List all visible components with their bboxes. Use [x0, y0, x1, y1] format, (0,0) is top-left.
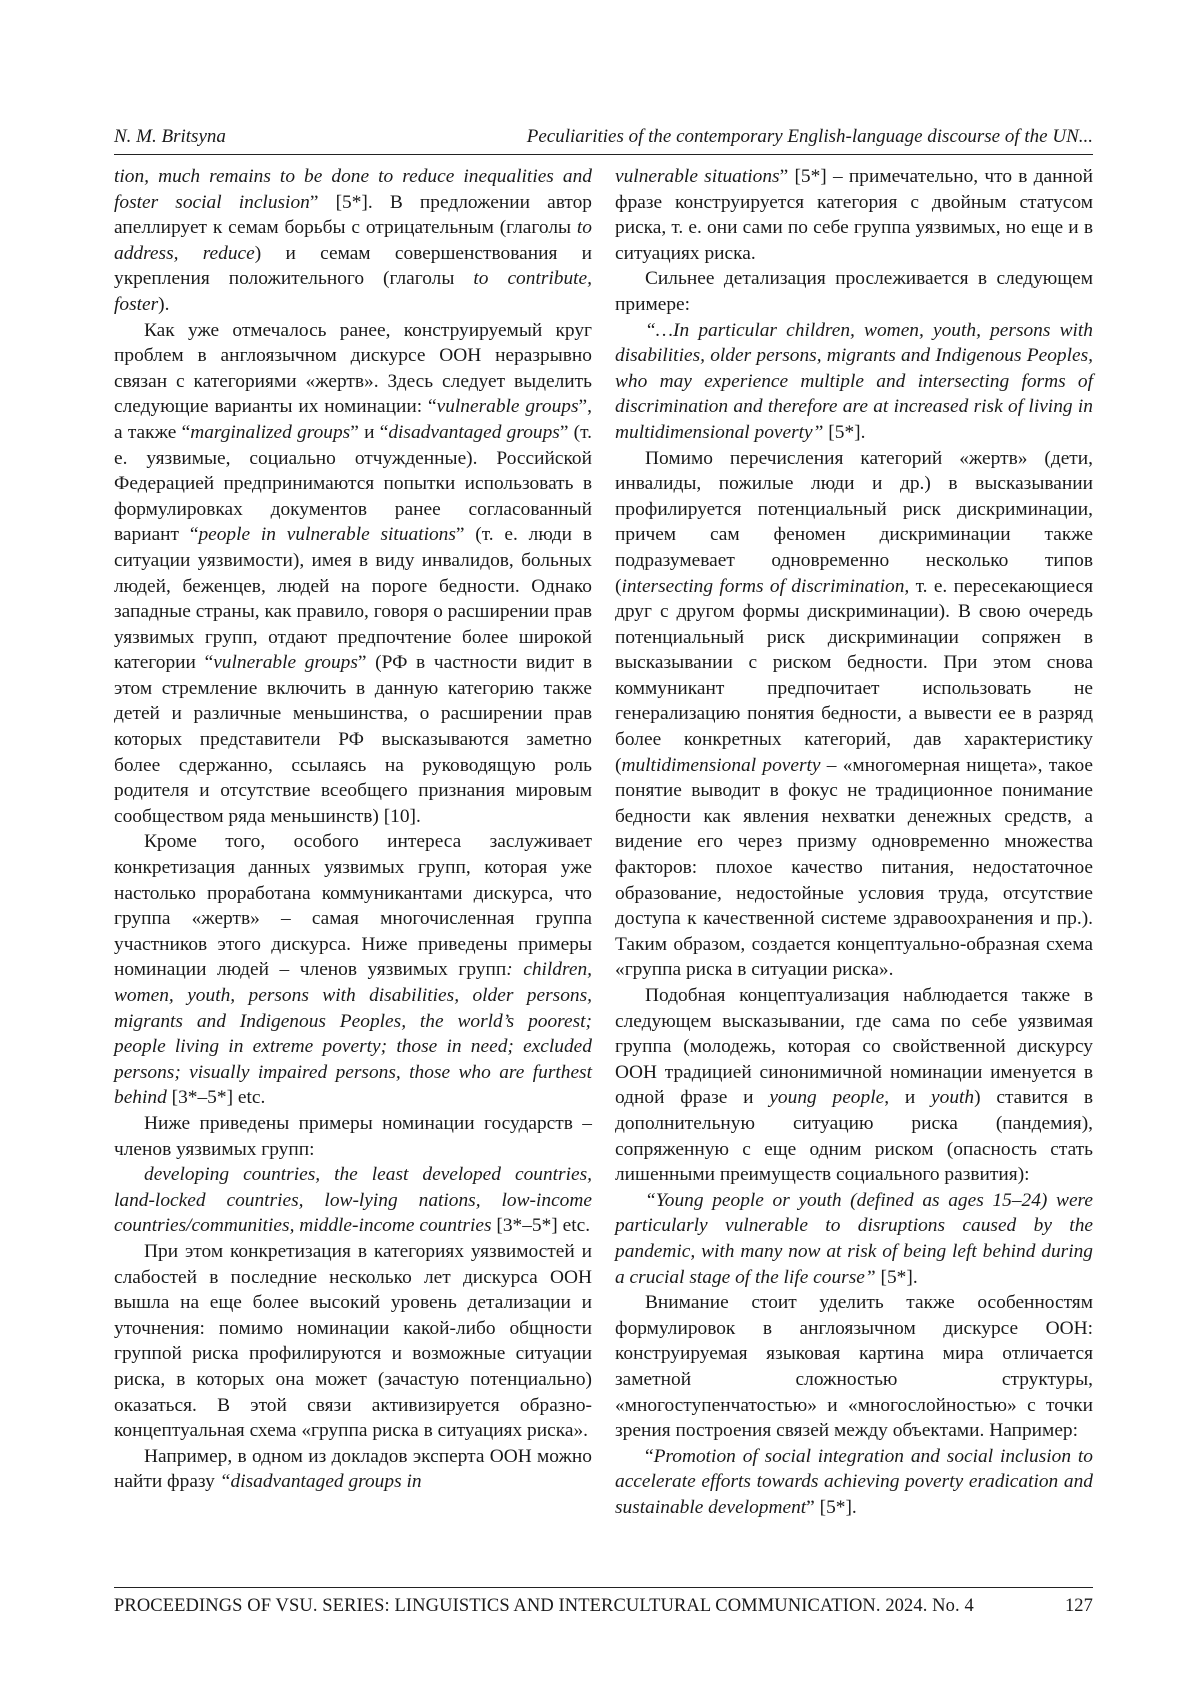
text-segment: ) ставится в дополнительную ситуацию риска (пандемия), сопряженную с еще одним риском (опасность стать лишенными преимуществ социального развития): — [615, 1087, 1093, 1186]
italic-text: disadvantaged groups — [388, 421, 560, 443]
text-segment: Сильнее детализация прослеживается в следующем примере: — [615, 268, 1093, 315]
text-segment: Ниже приведены примеры номинации государств – членов уязвимых групп: — [114, 1112, 592, 1160]
text-segment: ” [5*] – примечательно, что в данной фразе конструируется категория с двойным статусом риска, т. е. они сами по себе группа уязвимых, но еще и в ситуациях риска. — [615, 166, 1093, 264]
text-segment: ” (т. е. уязвимые, социально отчужденные). Российской Федерацией предпринимаются попытки использовать в формулировках документов ранее согласованный вариант “ — [114, 421, 592, 546]
italic-text: “disadvantaged groups in — [219, 1471, 422, 1493]
text-segment: , и — [884, 1087, 932, 1109]
paragraph — [114, 1111, 592, 1162]
paragraph — [615, 266, 1093, 317]
text-segment: Кроме того, особого интереса заслуживает конкретизация данных уязвимых групп, которая уже настолько проработана коммуникантами дискурса, что группа «жертв» – самая многочисленная группа участников этого дискурса. Ниже приведены примеры номинации людей – членов уязвимых групп — [114, 831, 592, 981]
paragraph — [615, 164, 1093, 266]
text-segment: ) и семам совершенствования и укрепления положительного (глаголы — [114, 242, 593, 290]
text-segment: [3*–5*] etc. — [491, 1215, 591, 1237]
text-segment: [5*]. — [875, 1266, 918, 1288]
italic-text: developing countries, the least developed countries, land-locked countries, low-lying nations, low-income countries/communities, middle-income countries — [114, 1164, 592, 1237]
footer-journal: PROCEEDINGS OF VSU. SERIES: LINGUISTICS AND INTERCULTURAL COMMUNICATION. 2024. No. 4 — [114, 1596, 974, 1616]
paragraph — [114, 829, 592, 1111]
italic-text: vulnerable situations — [615, 166, 780, 187]
italic-text: to address, reduce — [114, 217, 592, 264]
italic-text: Promotion of social integration and social inclusion to accelerate efforts towards achieving poverty eradication and sustainable development — [615, 1445, 1093, 1518]
text-segment: Подобная концептуализация наблюдается также в следующем высказывании, где сама по себе уязвимая группа (молодежь, которая со свойственной дискурсу ООН традицией синонимичной номинации именуется в одной фразе и — [615, 985, 1093, 1109]
paragraph — [114, 1444, 592, 1495]
italic-text: “Young people or youth (defined as ages 15–24) were particularly vulnerable to disruptions caused by the pandemic, with many now at risk of being left behind during a crucial stage of the life course” — [615, 1189, 1093, 1288]
italic-text: multidimensional poverty — [621, 754, 821, 776]
text-segment: Помимо перечисления категорий «жертв» (дети, инвалиды, пожилые люди и др.) в высказывании профилируется потенциальный риск дискриминации, причем сам феномен дискриминации также подразумевает одновременно несколько типов ( — [615, 447, 1093, 597]
quoted-example — [615, 318, 1093, 446]
text-segment: Например, в одном из докладов эксперта ООН можно найти фразу — [114, 1445, 592, 1493]
left-column — [114, 164, 592, 1495]
page-number: 127 — [1064, 1596, 1093, 1616]
text-segment: ” (т. е. люди в ситуации уязвимости), имея в виду инвалидов, больных людей, беженцев, людей на пороге бедности. Однако западные страны, как правило, говоря о расширении прав уязвимых групп, отдают предпочтение более широкой категории “ — [114, 524, 592, 674]
quoted-example — [615, 1444, 1093, 1521]
paragraph — [615, 446, 1093, 983]
text-segment: Как уже отмечалось ранее, конструируемый круг проблем в англоязычном дискурсе ООН неразрывно связан с категориями «жертв». Здесь следует выделить следующие варианты их номинации: “ — [114, 319, 592, 418]
running-footer — [114, 1587, 1093, 1616]
text-segment: [5*]. — [823, 421, 866, 443]
italic-text: vulnerable groups — [213, 652, 358, 674]
text-segment: ” [5*]. В предложении автор апеллирует к семам борьбы с отрицательным (глаголы — [114, 191, 592, 239]
italic-text: vulnerable groups — [436, 396, 579, 418]
italic-text: marginalized groups — [190, 421, 351, 443]
text-segment: ” (РФ в частности видит в этом стремление включить в данную категорию также детей и различные меньшинства, о расширении прав которых представители РФ высказываются заметно более сдержанно, ссылаясь на руководящую роль родителя и отсутствие всеобщего признания мировым сообществом ряда меньшинств) [10]. — [114, 652, 592, 827]
italic-text: : children, women, youth, persons with disabilities, older persons, migrants and Indigenous Peoples, the world’s poorest; people living in extreme poverty; those in need; excluded persons; visually impaired persons, those who are furthest behind — [114, 959, 592, 1109]
text-segment: ” [5*]. — [806, 1496, 857, 1518]
quoted-example — [114, 1162, 592, 1239]
text-segment: ”, а также “ — [114, 396, 592, 443]
text-segment: При этом конкретизация в категориях уязвимостей и слабостей в последние несколько лет дискурса ООН вышла на еще более высокий уровень детализации и уточнения: помимо номинации какой-либо общности группой риска профилируются и возможные ситуации риска, в которых она может (зачастую потенциально) оказаться. В этой связи активизируется образно-концептуальная схема «группа риска в ситуациях риска». — [114, 1240, 592, 1442]
paragraph — [114, 318, 592, 830]
paragraph — [114, 1239, 592, 1444]
text-segment: т. е. пересекающиеся друг с другом формы дискриминации). В свою очередь потенциальный риск дискриминации сопряжен в высказывании с риском бедности. При этом снова коммуникант предпочитает использовать не генерализацию понятия бедности, а вывести ее в разряд более конкретных категорий, дав характеристику ( — [615, 575, 1093, 776]
italic-text: “…In particular children, women, youth, persons with disabilities, older persons, migrants and Indigenous Peoples, who may experience multiple and intersecting forms of discrimination and therefore are at increased risk of living in multidimensional poverty” — [615, 319, 1093, 443]
text-segment: [3*–5*] etc. — [166, 1087, 266, 1109]
text-segment: – «многомерная нищета», такое понятие выводит в фокус не традиционное понимание бедности как явления нехватки денежных средств, а видение его через призму одновременно множества факторов: плохое качество питания, недостаточное образование, недостойные условия труда, отсутствие доступа к качественной системе здравоохранения и пр.). Таким образом, создается концептуально-образная схема «группа риска в ситуации риска». — [615, 754, 1093, 981]
italic-text: people in vulnerable situations — [198, 524, 456, 546]
italic-text: intersecting forms of discrimination, — [621, 575, 910, 597]
header-author: N. M. Britsyna — [114, 126, 226, 147]
right-column — [615, 164, 1093, 1520]
text-segment: ). — [158, 293, 170, 315]
text-segment: “ — [645, 1445, 654, 1467]
quoted-example — [615, 1188, 1093, 1290]
text-segment: Внимание стоит уделить также особенностям формулировок в англоязычном дискурсе ООН: конструируемая языковая картина мира отличается заметной сложностью структуры, «многоступенчатостью» и «многослойностью» с точки зрения построения связей между объектами. Например: — [615, 1292, 1093, 1442]
text-segment: ” и “ — [350, 421, 389, 443]
paragraph — [615, 983, 1093, 1188]
paragraph — [615, 1290, 1093, 1444]
header-title: Peculiarities of the contemporary English-language discourse of the UN... — [526, 126, 1093, 147]
italic-text: to contribute, foster — [114, 268, 592, 315]
italic-text: youth — [931, 1087, 975, 1109]
italic-text: young people — [769, 1087, 885, 1109]
running-header — [114, 124, 1093, 155]
italic-text: tion, much remains to be done to reduce inequalities and foster social inclusion — [114, 166, 592, 213]
paragraph — [114, 164, 592, 318]
